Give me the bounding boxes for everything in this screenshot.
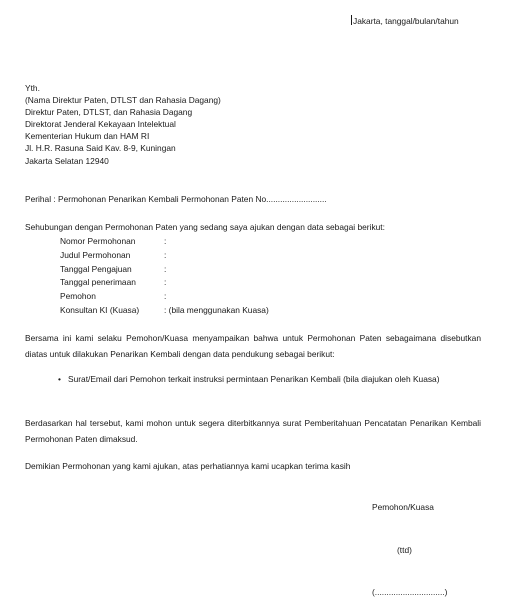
field-value: : <box>164 249 167 260</box>
recipient-line: (Nama Direktur Paten, DTLST dan Rahasia Dagang) <box>25 95 221 106</box>
field-value: : <box>164 263 167 274</box>
field-row <box>60 290 269 304</box>
bullet-text: Surat/Email dari Pemohon terkait instruksi permintaan Penarikan Kembali (bila diajukan oleh Kuasa) <box>68 374 440 384</box>
recipient-line: Kementerian Hukum dan HAM RI <box>25 131 150 142</box>
recipient-block <box>25 82 221 167</box>
field-value: : <box>164 291 167 302</box>
bullet-dot: • <box>58 374 61 384</box>
paragraph-3: Demikian Permohonan yang kami ajukan, atas perhatiannya kami ucapkan terima kasih <box>25 461 351 471</box>
fields-list <box>60 235 269 318</box>
field-label: Tanggal Pengajuan <box>60 263 132 274</box>
field-value: : <box>164 277 167 288</box>
field-label: Nomor Permohonan <box>60 236 136 246</box>
recipient-line: Yth. <box>25 83 40 93</box>
field-label: Judul Permohonan <box>60 249 131 260</box>
signature-name: (..............................) <box>372 587 448 597</box>
recipient-line: Direktorat Jenderal Kekayaan Intelektual <box>25 119 176 130</box>
subject-line: Perihal : Permohonan Penarikan Kembali Permohonan Paten No.......................... <box>25 194 327 204</box>
date-line: Jakarta, tanggal/bulan/tahun <box>353 16 459 26</box>
intro-line: Sehubungan dengan Permohonan Paten yang sedang saya ajukan dengan data sebagai berikut: <box>25 222 385 232</box>
paragraph-1: Bersama ini kami selaku Pemohon/Kuasa menyampaikan bahwa untuk Permohonan Paten sebagaimana disebutkan diatas untuk dilakukan Penarikan Kembali dengan data pendukung sebagai berikut: <box>25 333 481 359</box>
field-label: Pemohon <box>60 291 96 302</box>
field-row <box>60 304 269 318</box>
recipient-line: Jl. H.R. Rasuna Said Kav. 8-9, Kuningan <box>25 143 176 154</box>
bullet-item <box>58 372 481 388</box>
paragraph-2: Berdasarkan hal tersebut, kami mohon untuk segera diterbitkannya surat Pemberitahuan Pencatatan Penarikan Kembali Permohonan Paten dimaksud. <box>25 418 481 444</box>
field-label: Konsultan KI (Kuasa) <box>60 304 140 315</box>
recipient-line: Direktur Paten, DTLST, dan Rahasia Dagang <box>25 107 193 118</box>
recipient-line: Jakarta Selatan 12940 <box>25 155 109 166</box>
field-label: Tanggal penerimaan <box>60 277 136 288</box>
signature-ttd: (ttd) <box>397 545 412 555</box>
field-row <box>60 263 269 277</box>
field-value: : <box>164 236 167 246</box>
field-row <box>60 235 269 249</box>
text-cursor <box>351 15 352 25</box>
field-row <box>60 249 269 263</box>
field-value: : (bila menggunakan Kuasa) <box>164 304 269 315</box>
signature-role: Pemohon/Kuasa <box>372 502 434 512</box>
field-row <box>60 276 269 290</box>
